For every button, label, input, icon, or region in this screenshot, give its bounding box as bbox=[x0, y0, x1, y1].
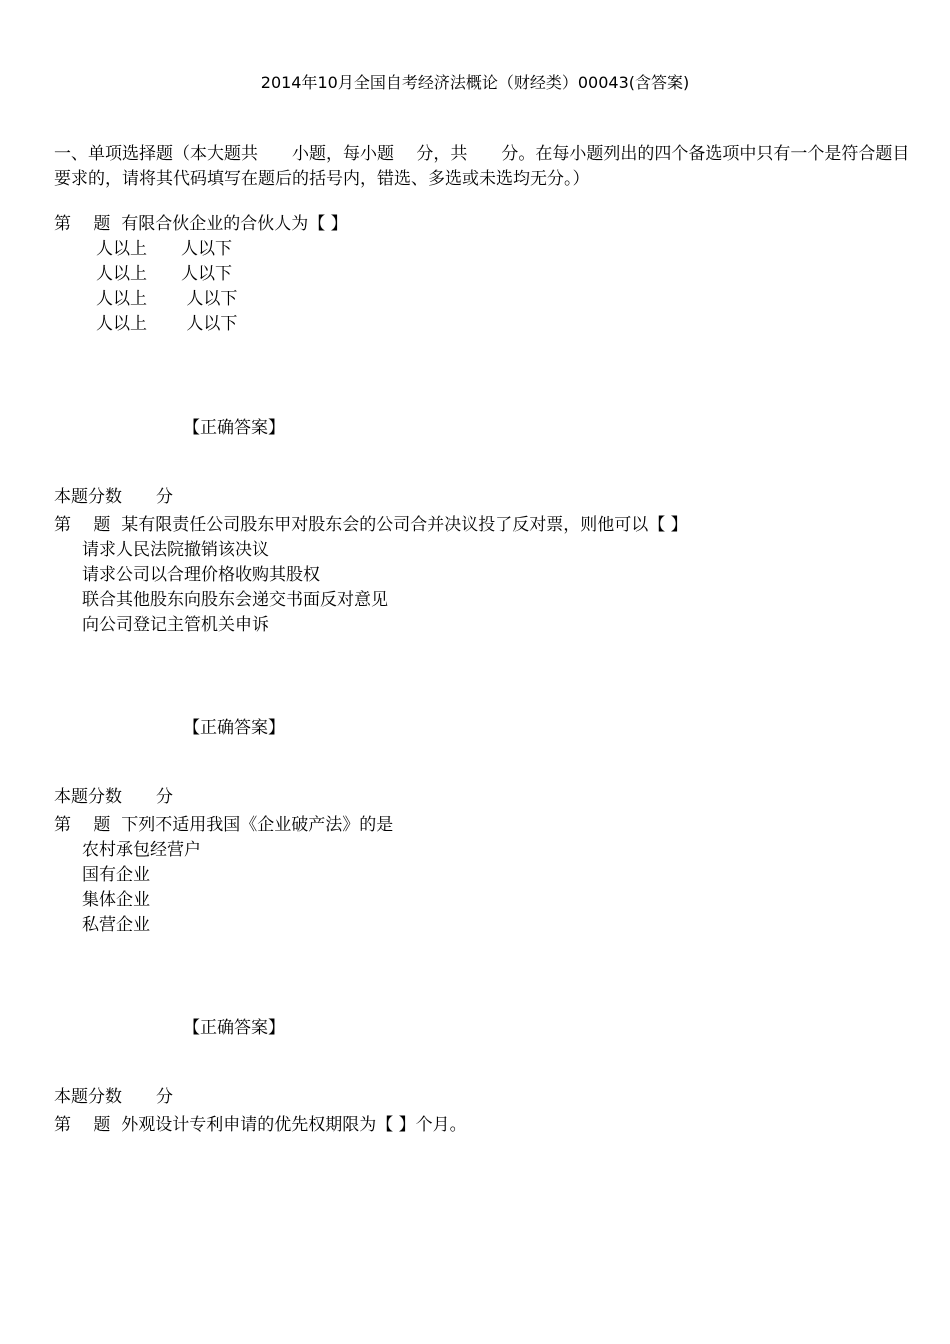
question-3-stem: 第 题 下列不适用我国《企业破产法》的是 bbox=[54, 815, 394, 835]
question-4-stem: 第 题 外观设计专利申请的优先权期限为【 】个月。 bbox=[54, 1115, 467, 1135]
question-1-stem: 第 题 有限合伙企业的合伙人为【 】 bbox=[54, 214, 348, 234]
question-3-option-a: 农村承包经营户 bbox=[82, 840, 201, 860]
question-2-answer-label: 【正确答案】 bbox=[183, 718, 285, 738]
question-2-option-d: 向公司登记主管机关申诉 bbox=[82, 615, 269, 635]
question-3-option-b: 国有企业 bbox=[82, 865, 150, 885]
question-2-stem: 第 题 某有限责任公司股东甲对股东会的公司合并决议投了反对票，则他可以【 】 bbox=[54, 515, 688, 535]
question-2-option-c: 联合其他股东向股东会递交书面反对意见 bbox=[82, 590, 388, 610]
document-title: 2014年10月全国自考经济法概论（财经类）00043(含答案) bbox=[260, 73, 690, 92]
question-2-option-a: 请求人民法院撤销该决议 bbox=[82, 540, 269, 560]
question-1-answer-label: 【正确答案】 bbox=[183, 418, 285, 438]
question-1-score: 本题分数 分 bbox=[54, 487, 173, 507]
question-3-score: 本题分数 分 bbox=[54, 1087, 173, 1107]
section-instructions: 一、单项选择题（本大题共 小题，每小题 分，共 分。在每小题列出的四个备选项中只有一个是符合题目要求的，请将其代码填写在题后的括号内，错选、多选或未选均无分。） bbox=[54, 144, 910, 189]
question-3-option-c: 集体企业 bbox=[82, 890, 150, 910]
question-2-score: 本题分数 分 bbox=[54, 787, 173, 807]
question-1-option-d: 人以上 人以下 bbox=[96, 314, 238, 334]
question-2-option-b: 请求公司以合理价格收购其股权 bbox=[82, 565, 320, 585]
question-3-option-d: 私营企业 bbox=[82, 915, 150, 935]
question-1-option-a: 人以上 人以下 bbox=[96, 239, 232, 259]
question-3-answer-label: 【正确答案】 bbox=[183, 1018, 285, 1038]
question-1-option-b: 人以上 人以下 bbox=[96, 264, 232, 284]
question-1-option-c: 人以上 人以下 bbox=[96, 289, 238, 309]
